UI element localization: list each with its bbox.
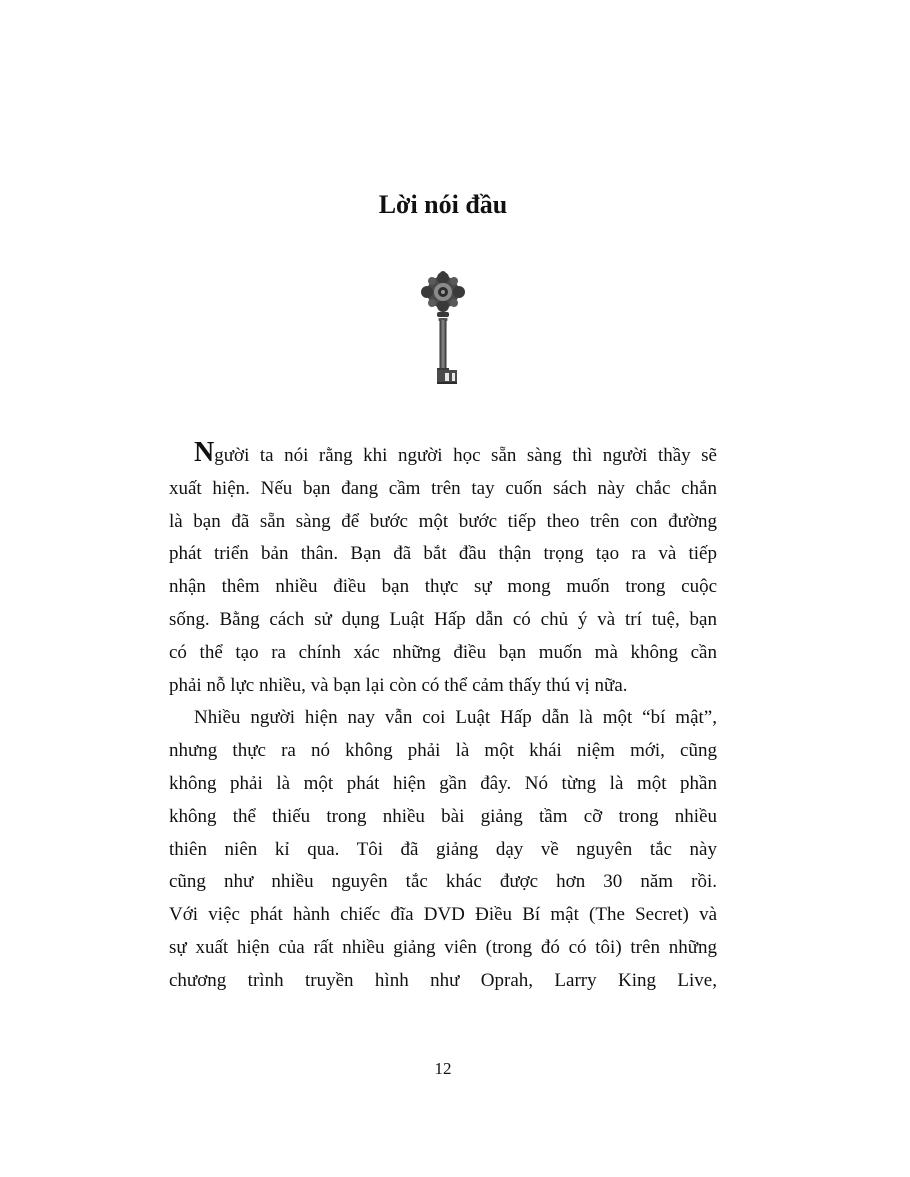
paragraph-2-line-2: nhưng thực ra nó không phải là một khái niệm mới, cũng xyxy=(169,740,717,762)
antique-key-icon xyxy=(413,270,473,388)
paragraph-1-line-2: xuất hiện. Nếu bạn đang cầm trên tay cuốn sách này chắc chắn xyxy=(169,477,717,499)
paragraph-1-line-4: phát triển bản thân. Bạn đã bắt đầu thận trọng tạo ra và tiếp xyxy=(169,543,717,565)
paragraph-2-line-5: thiên niên kỉ qua. Tôi đã giảng dạy về nguyên tắc này xyxy=(169,838,717,860)
paragraph-2-line-9: chương trình truyền hình như Oprah, Larry King Live, xyxy=(169,969,717,991)
paragraph-2-line-3: không phải là một phát hiện gần đây. Nó từng là một phần xyxy=(169,772,717,794)
paragraph-1-line-3: là bạn đã sẵn sàng để bước một bước tiếp theo trên con đường xyxy=(169,510,717,532)
first-line-text: gười ta nói rằng khi người học sẵn sàng thì người thầy sẽ xyxy=(214,445,717,466)
paragraph-2-line-1: Nhiều người hiện nay vẫn coi Luật Hấp dẫn là một “bí mật”, xyxy=(194,707,717,729)
paragraph-1-line-5: nhận thêm nhiều điều bạn thực sự mong muốn trong cuộc xyxy=(169,576,717,598)
body-text xyxy=(169,440,717,998)
paragraph-2-line-8: sự xuất hiện của rất nhiều giảng viên (trong đó có tôi) trên những xyxy=(169,936,717,958)
chapter-title: Lời nói đầu xyxy=(378,190,508,219)
paragraph-1-line-8: phải nỗ lực nhiều, và bạn lại còn có thể cảm thấy thú vị nữa. xyxy=(169,674,628,696)
paragraph-2-line-4: không thể thiếu trong nhiều bài giảng tầm cỡ trong nhiều xyxy=(169,805,717,827)
paragraph-1-line-6: sống. Bằng cách sử dụng Luật Hấp dẫn có chủ ý và trí tuệ, bạn xyxy=(169,608,717,630)
paragraph-2-line-7: Với việc phát hành chiếc đĩa DVD Điều Bí mật (The Secret) và xyxy=(169,904,717,926)
page-number: 12 xyxy=(434,1059,452,1078)
paragraph-1-line-7: có thể tạo ra chính xác những điều bạn muốn mà không cần xyxy=(169,641,717,663)
paragraph-1-line-1 xyxy=(169,440,717,473)
paragraph-2-line-6: cũng như nhiều nguyên tắc khác được hơn 30 năm rồi. xyxy=(169,871,717,893)
drop-cap-letter: N xyxy=(194,440,215,468)
